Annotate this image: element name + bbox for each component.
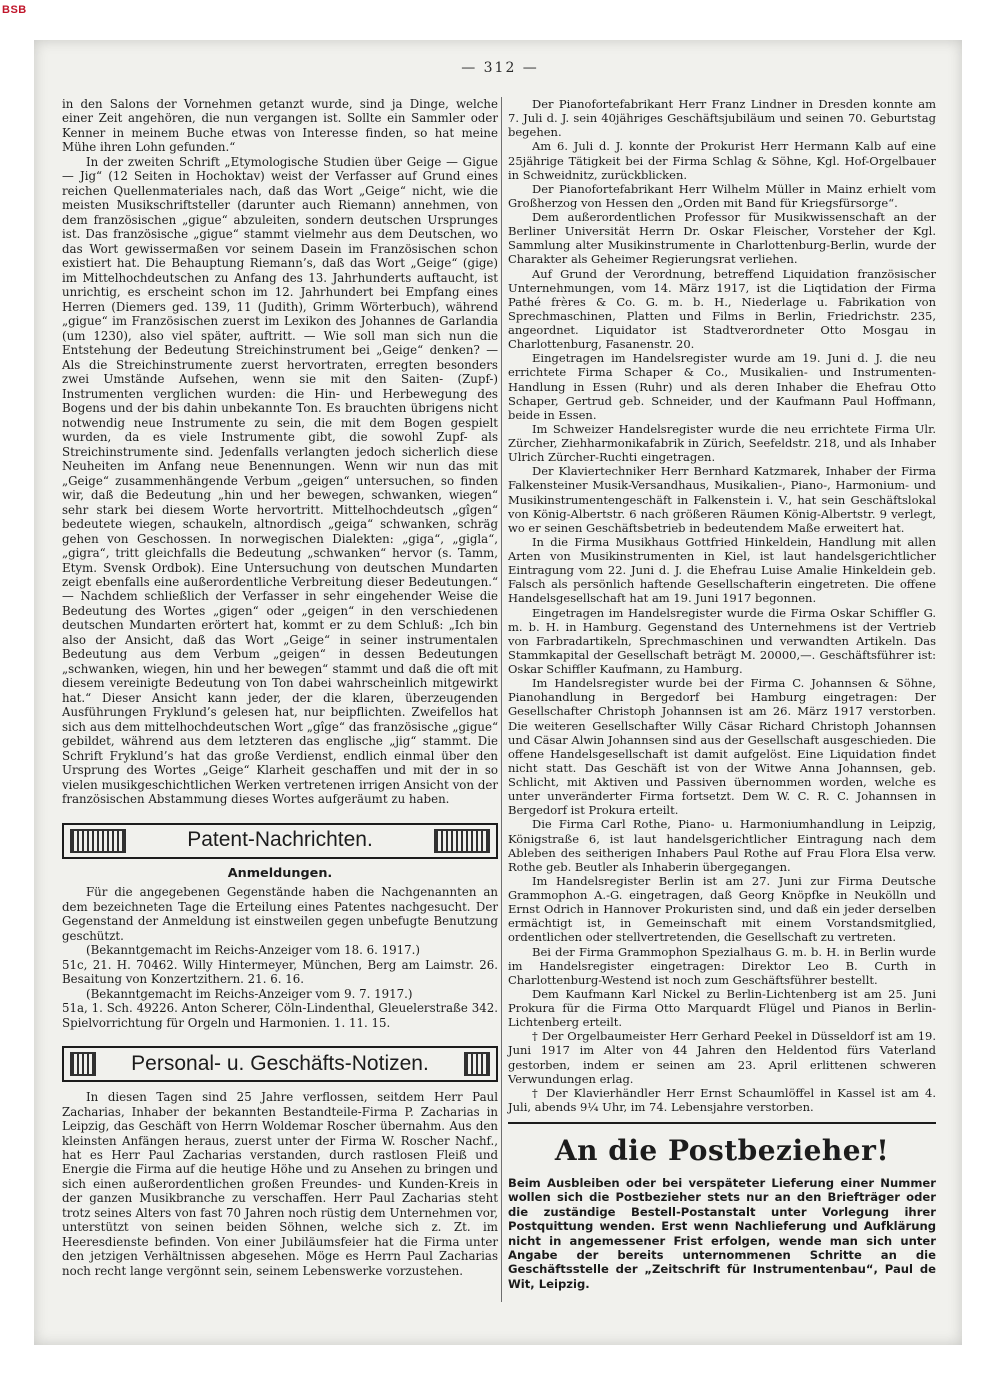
news-item: Der Pianofortefabrikant Herr Wilhelm Müller in Mainz erhielt vom Großherzog von Hessen den „Orden mit Band für Kriegsfürsorge“. bbox=[508, 181, 936, 210]
notice-title: An die Postbezieher! bbox=[554, 1134, 890, 1167]
patent-entry: 51c, 21. H. 70462. Willy Hintermeyer, München, Berg am Laimstr. 26. Besaitung von Konzertzithern. 21. 6. 16. bbox=[62, 957, 498, 987]
ornament-left-icon bbox=[70, 1052, 96, 1076]
personal-heading-label: Personal- u. Geschäfts-Notizen. bbox=[113, 1057, 447, 1071]
patent-section-heading bbox=[62, 823, 498, 859]
news-item: Dem außerordentlichen Professor für Musikwissenschaft an der Berliner Universität Herrn Dr. Oskar Fleischer, Vorsteher der Kgl. Sammlung alter Musikinstrumente in Charlottenburg-Berlin, wurde der Charakter als Geheimer Regierungsrat verliehen. bbox=[508, 210, 936, 267]
etymology-paragraph: In der zweiten Schrift „Etymologische Studien über Geige — Gigue — Jig“ (12 Seiten in Hochoktav) weist der Verfasser auf Grund eines reichen Quellenmateriales nach, daß das Wort „Geige“ nicht, wie die meisten Musikschriftsteller (darunter auch Riemann) annehmen, von dem französischen „gigue“ abzuleiten, sondern deutschen Ursprunges ist. Das französische „gigue“ stammt vielmehr aus dem Deutschen, wo das Wort gewissermaßen vor seinem Dasein im Französischen schon existiert hat. Die Behauptung Riemann’s, daß das Wort „Geige“ (gige) im Mittelhochdeutschen zu Anfang des 13. Jahrhunderts auftaucht, ist unrichtig, es erscheint schon im 12. Jahrhundert bei Empfang eines Herren (Diemers ged. 139, 11 (Judith), Grimm Wörterbuch), während „gigue“ im Französischen zuerst im Lexikon des Johannes de Garlandia (um 1230), also viel später, auftritt. — Wie soll man sich nun die Entstehung der Bedeutung Streichinstrument bei „Geige“ denken? — Als die Streichinstrumente zuerst hervortraten, erregten besonders zwei Umstände Aufsehen, wenn sie mit den Saiten- (Zupf-) Instrumenten verglichen wurden: die Hin- und Herbewegung des Bogens und der bis dahin unbekannte Ton. Es brauchten übrigens nicht notwendig neue Instrumente zu sein, die mit dem Bogen gespielt wurden, da es viele Instrumente gibt, die sowohl Zupf- als Streichinstrumente sind. Jedenfalls verlangten jedoch sicherlich diese Neuheiten im Anfang neue Benennungen. Wenn wir nun das mit „Geige“ zusammenhängende Verbum „geigen“ untersuchen, so finden wir, daß die Bedeutung „hin und her bewegen, schwanken, wiegen“ sehr stark bei diesem Worte hervortritt. Mittelhochdeutsch „gîgen“ bedeutete wiegen, schaukeln, altnordisch „geiga“ schwanken, schräg gehen von Geschossen. In norwegischen Dialekten: „giga“, „gigla“, „gigra“, tritt gleichfalls die Bedeutung „schwanken“ hervor (s. Tamm, Etym. Svensk Ordbok). Eine Untersuchung von deutschen Mundarten zeigt ebenfalls eine außerordentliche Verbreitung dieser Bedeutungen.“ — Nachdem schließlich der Verfasser in sehr eingehender Weise die Bedeutung des Wortes „gigen“ oder „geigen“ in den verschiedenen deutschen Mundarten erörtert hat, kommt er zu dem Schluß: „Ich bin also der Ansicht, daß das Wort „Geige“ in seiner instrumentalen Bedeutung aus dem Verbum „geigen“ in dessen Bedeutungen „schwanken, wiegen, hin und her bewegen“ stammt und daß die oft mit diesem vereinigte Bedeutung von Ton dabei wahrscheinlich mitgewirkt hat.“ Dieser Ansicht kann jeder, der die klaren, überzeugenden Ausführungen Fryklund’s gelesen hat, nur beipflichten. Zweifellos hat sich aus dem mittelhochdeutschen Wort „gîge“ das französische „gigue“ gebildet, während aus dem letzteren das englische „jig“ stammt. Die Schrift Fryklund’s hat das große Verdienst, endlich einmal über den Ursprung des Wortes „Geige“ Klarheit geschaffen und mit der in so vielen musikgeschichtlichen Werken vertretenen irrigen Ansicht von der französischen Abstammung dieses Wortes aufgeräumt zu haben. bbox=[62, 154, 498, 807]
news-item: In die Firma Musikhaus Gottfried Hinkeldein, Handlung mit allen Arten von Musikinstrumenten in Kiel, ist laut handelsgerichtlicher Eintragung vom 22. Juni d. J. die Ehefrau Luise Amalie Hinkeldein geb. Falsch als persönlich haftende Gesellschafterin eingetreten. Die offene Handelsgesellschaft hat am 19. Juni 1917 begonnen. bbox=[508, 534, 936, 606]
obituary-item: † Der Orgelbaumeister Herr Gerhard Peekel in Düsseldorf ist am 19. Juni 1917 im Alter von 44 Jahren den Heldentod fürs Vaterland gestorben, indem er seinen am 23. April erlittenen schweren Verwundungen erlag. bbox=[508, 1029, 936, 1086]
ornament-left-icon bbox=[70, 829, 126, 853]
patent-paragraph: Für die angegebenen Gegenstände haben die Nachgenannten an dem bezeichneten Tage die Erteilung eines Patentes nachgesucht. Der Gegenstand der Anmeldung ist einstweilen gegen unbefugte Benutzung geschützt. bbox=[62, 885, 498, 943]
patent-heading-label: Patent-Nachrichten. bbox=[169, 833, 391, 847]
patent-paragraph: (Bekanntgemacht im Reichs-Anzeiger vom 9. 7. 1917.) bbox=[86, 986, 413, 1001]
personal-section-heading bbox=[62, 1046, 498, 1082]
news-item: Im Handelsregister Berlin ist am 27. Juni zur Firma Deutsche Grammophon A.-G. eingetragen, daß Georg Knöpfke in Neukölln und Ernst Odrich in Hannover Prokuristen sind, und daß ein jeder derselben ermächtigt ist, in Gemeinschaft mit einem Vorstandsmitglied, ordentlichen oder stellvertretenden, die Gesellschaft zu vertreten. bbox=[508, 873, 936, 945]
patent-entry: 51a, 1. Sch. 49226. Anton Scherer, Cöln-Lindenthal, Gleuelerstraße 342. Spielvorrichtung für Orgeln und Harmonien. 1. 11. 15. bbox=[62, 1001, 498, 1030]
news-item: Eingetragen im Handelsregister wurde die Firma Oskar Schiffler G. m. b. H. in Hamburg. Gegenstand des Unternehmens ist der Vertrieb von Farbradartikeln, Sprechmaschinen und verwandten Artikeln. Das Stammkapital der Gesellschaft beträgt M. 20000,—. Geschäftsführer ist: Oskar Schiffler Kaufmann, zu Hamburg. bbox=[508, 605, 936, 676]
obituary-item: † Der Klavierhändler Herr Ernst Schaumlöffel in Kassel ist am 4. Juli, abends 9¼ Uhr, im 74. Lebensjahre verstorben. bbox=[508, 1085, 936, 1114]
ornament-right-icon bbox=[464, 1052, 490, 1076]
notice-body: Beim Ausbleiben oder bei verspäteter Lieferung einer Nummer wollen sich die Postbezieher stets nur an den Briefträger oder die zuständige Bestell-Postanstalt unter Vorlegung ihrer Postquittung wenden. Erst wenn Nachlieferung und Aufklärung nicht in angemessener Frist erfolgen, wende man sich unter Angabe der bereits unternommenen Schritte an die Geschäftsstelle der „Zeitschrift für Instrumentenbau“, Paul de Wit, Leipzig. bbox=[508, 1176, 936, 1291]
news-item: Auf Grund der Verordnung, betreffend Liquidation französischer Unternehmungen, vom 14. März 1917, ist die Liqtidation der Firma Pathé frères & Co. G. m. b. H., Niederlage u. Fabrikation von Sprechmaschinen, Platten und Films in Berlin, Friedrichstr. 235, angeordnet. Liquidator ist Stadtverordneter Otto Mosgau in Charlottenburg, Fasanenstr. 20. bbox=[508, 266, 936, 352]
right-column bbox=[508, 97, 936, 1291]
left-column bbox=[62, 97, 498, 1278]
library-mark: BSB bbox=[2, 4, 27, 16]
news-item: Eingetragen im Handelsregister wurde am 19. Juni d. J. die neu errichtete Firma Schaper & Co., Musikalien- und Instrumenten-Handlung in Essen (Ruhr) und als deren Inhaber die Ehefrau Otto Schaper, Gertrud geb. Schneider, und der Kaufmann Paul Hoffmann, beide in Essen. bbox=[508, 351, 936, 422]
news-item: Die Firma Carl Rothe, Piano- u. Harmoniumhandlung in Leipzig, Königstraße 6, ist laut handelsgerichtlicher Eintragung nach dem Ableben des seitherigen Inhabers Paul Rothe auf Frau Flora Elsa verw. Rothe geb. Beutler als Inhaberin übergegangen. bbox=[508, 817, 936, 874]
ornament-right-icon bbox=[434, 829, 490, 853]
subscriber-notice bbox=[508, 1122, 936, 1291]
column-divider bbox=[501, 97, 502, 1302]
news-item: Am 6. Juli d. J. konnte der Prokurist Herr Hermann Kalb auf eine 25jährige Tätigkeit bei der Firma Schlag & Söhne, Kgl. Hof-Orgelbauer in Schweidnitz, zurückblicken. bbox=[508, 139, 936, 182]
news-item: Im Schweizer Handelsregister wurde die neu errichtete Firma Ulr. Zürcher, Ziehharmonikafabrik in Zürich, Seefeldstr. 218, und als Inhaber Ulrich Zürcher-Ruchti eingetragen. bbox=[508, 421, 936, 465]
patent-subheading: Anmeldungen. bbox=[227, 865, 333, 881]
news-item: Bei der Firma Grammophon Spezialhaus G. m. b. H. in Berlin wurde im Handelsregister eingetragen: Direktor Leo B. Curth in Charlottenburg-Westend ist noch zum Geschäftsführer bestellt. bbox=[508, 944, 936, 987]
news-item: Der Pianofortefabrikant Herr Franz Lindner in Dresden konnte am 7. Juli d. J. sein 40jähriges Geschäftsjubiläum und seinen 70. Geburtstag begehen. bbox=[508, 97, 936, 140]
news-item: Dem Kaufmann Karl Nickel zu Berlin-Lichtenberg ist am 25. Juni Prokura für die Firma Otto Marquardt Flügel und Pianos in Berlin-Lichtenberg erteilt. bbox=[508, 986, 936, 1030]
page-number: — 312 — bbox=[461, 60, 539, 76]
patent-paragraph: (Bekanntgemacht im Reichs-Anzeiger vom 18. 6. 1917.) bbox=[86, 943, 421, 958]
news-item: Im Handelsregister wurde bei der Firma C. Johannsen & Söhne, Pianohandlung in Bergedorf bei Hamburg eingetragen: Der Gesellschafter Christoph Johannsen ist am 26. März 1917 verstorben. Die weiteren Gesellschafter Willy Cäsar Richard Christoph Johannsen und Cäsar Alwin Johannsen sind aus der Gesellschaft ausgeschieden. Die offene Handelsgesellschaft ist damit aufgelöst. Eine Liquidation findet nicht statt. Das Geschäft ist von der Witwe Anna Johannsen, geb. Schlicht, mit Aktiven und Passiven übernommen worden, welche es unter unveränderter Firma fortsetzt. Dem W. C. R. C. Johannsen in Bergedorf ist Prokura erteilt. bbox=[508, 676, 936, 818]
personal-paragraph: In diesen Tagen sind 25 Jahre verflossen, seitdem Herr Paul Zacharias, Inhaber der bekannten Bestandteile-Firma P. Zacharias in Leipzig, das Geschäft von Herrn Woldemar Roscher übernahm. Aus den kleinsten Anfängen heraus, zuerst unter der Firma W. Roscher Nachf., hat es Herr Paul Zacharias verstanden, durch rastlosen Fleiß und Energie die Firma auf die heutige Höhe und zu Ansehen zu bringen und sich einen außerordentlichen großen Freundes- und Kunden-Kreis in der ganzen Musikbranche zu verschaffen. Herr Paul Zacharias steht trotz seines Alters von fast 70 Jahren noch rüstig dem Unternehmen vor, unterstützt von seinen beiden Söhnen, welche sich z. Zt. im Heeresdienste befinden. Von einer Jubiläumsfeier hat die Firma unter den jetzigen Verhältnissen abgesehen. Möge es Herrn Paul Zacharias noch recht lange vergönnt sein, seinem Lebenswerke vorzustehen. bbox=[62, 1090, 498, 1278]
intro-paragraph: in den Salons der Vornehmen getanzt wurde, sind ja Dinge, welche einer Zeit angehören, die nun vergangen ist. Sollte ein Sammler oder Kenner in meinem Buche etwas von Interesse finden, so hat meine Mühe ihren Lohn gefunden.“ bbox=[62, 97, 498, 155]
news-item: Der Klaviertechniker Herr Bernhard Katzmarek, Inhaber der Firma Falkensteiner Musik-Versandhaus, Musikalien-, Piano-, Harmonium- und Musikinstrumentengeschäft in Falkenstein i. V., hat sein Geschäftslokal von König-Albertstr. 6 nach größeren Räumen König-Albertstr. 9 verlegt, wo er seinen Geschäftsbetrieb in bedeutendem Maße erweitert hat. bbox=[508, 464, 936, 535]
